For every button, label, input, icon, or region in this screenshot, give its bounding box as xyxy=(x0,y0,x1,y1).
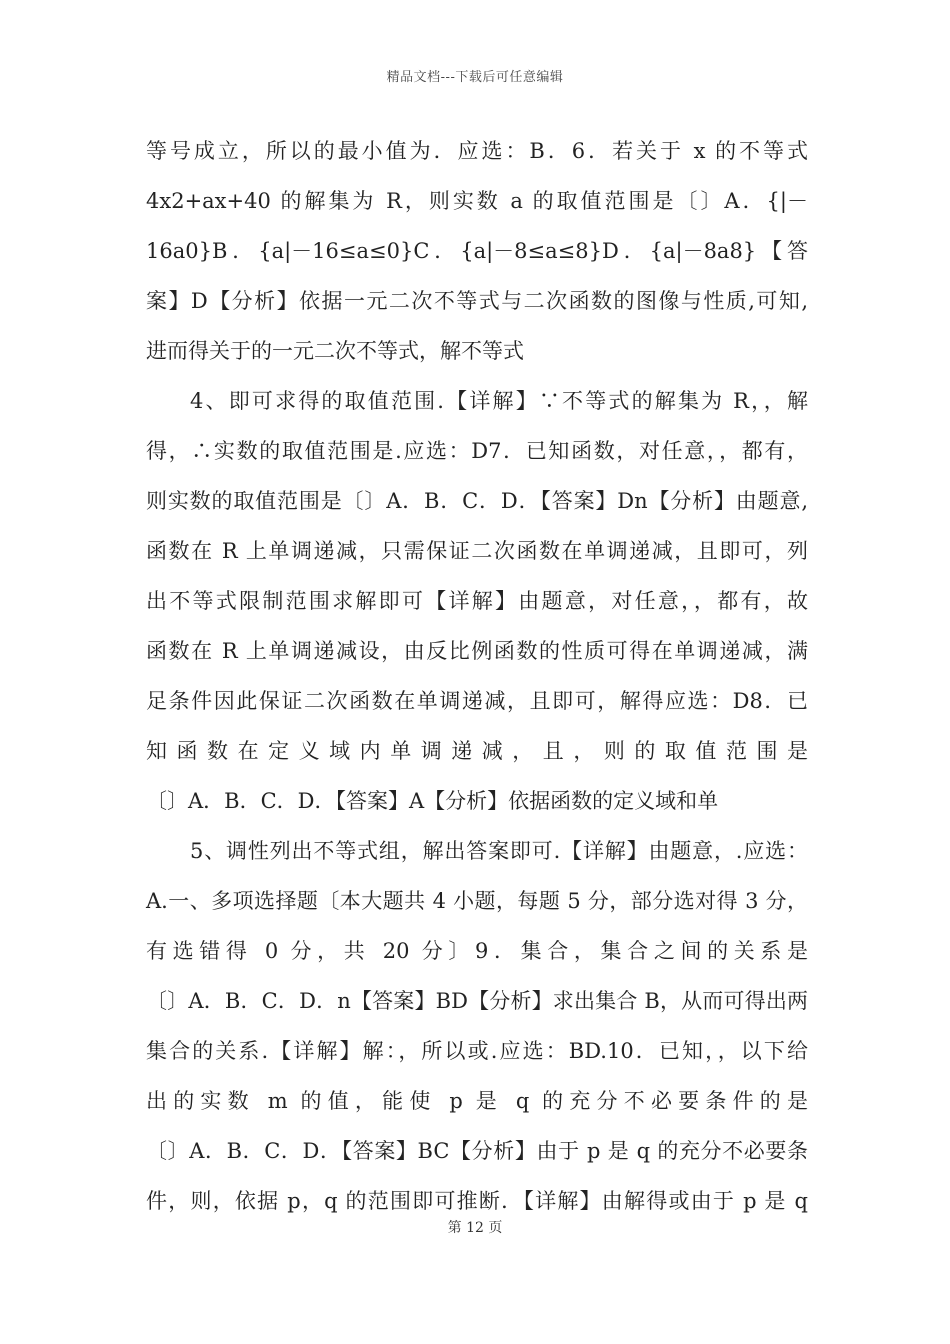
text-line: 〔〕A．B．C．D．n【答案】BD【分析】求出集合 B，从而可得出两 xyxy=(146,989,808,1013)
page-number: 第 12 页 xyxy=(447,1220,503,1236)
text-line: 函数在 R 上单调递减设，由反比例函数的性质可得在单调递减，满 xyxy=(146,639,808,663)
document-body xyxy=(146,128,808,1228)
text-line: 集合的关系.【详解】解：，所以或.应选：BD.10．已知，，以下给 xyxy=(146,1039,808,1063)
text-line: 案】D【分析】依据一元二次不等式与二次函数的图像与性质,可知, xyxy=(146,289,808,313)
text-line: 〔〕A．B．C．D．【答案】A【分析】依据函数的定义域和单 xyxy=(146,789,719,813)
text-line: 16a0}B．{a|－16≤a≤0}C．{a|－8≤a≤8}D．{a|－8a8}【答 xyxy=(146,239,808,263)
text-line: 出的实数 m 的值，能使 p 是 q 的充分不必要条件的是 xyxy=(146,1089,808,1113)
text-line: 有选错得 0 分，共 20 分〕9．集合，集合之间的关系是 xyxy=(146,939,808,963)
text-line: 足条件因此保证二次函数在单调递减，且即可，解得应选：D8．已 xyxy=(146,689,808,713)
text-line: 出不等式限制范围求解即可【详解】由题意，对任意，，都有，故 xyxy=(146,589,808,613)
text-line: 等号成立，所以的最小值为．应选：B．6．若关于 x 的不等式 xyxy=(146,139,808,163)
text-line: 知函数在定义域内单调递减，且，则的取值范围是 xyxy=(146,739,808,763)
page-header: 精品文档---下载后可任意编辑 xyxy=(386,70,564,85)
text-line: 5、调性列出不等式组，解出答案即可.【详解】由题意，.应选： xyxy=(190,839,808,863)
text-line: 4、即可求得的取值范围.【详解】∵不等式的解集为 R，，解 xyxy=(190,389,808,413)
text-line: 则实数的取值范围是〔〕A．B．C．D．【答案】Dn【分析】由题意, xyxy=(146,489,808,513)
text-line: A.一、多项选择题〔本大题共 4 小题，每题 5 分，部分选对得 3 分， xyxy=(146,889,808,913)
text-line: 件，则，依据 p，q 的范围即可推断．【详解】由解得或由于 p 是 q xyxy=(146,1189,808,1213)
text-line: 得，∴实数的取值范围是.应选：D7．已知函数，对任意，，都有， xyxy=(146,439,808,463)
text-line: 〔〕A．B．C．D．【答案】BC【分析】由于 p 是 q 的充分不必要条 xyxy=(146,1139,808,1163)
text-line: 进而得关于的一元二次不等式，解不等式 xyxy=(146,339,524,363)
text-line: 4x2+ax+40 的解集为 R，则实数 a 的取值范围是〔〕A．{|－ xyxy=(146,189,808,213)
text-line: 函数在 R 上单调递减，只需保证二次函数在单调递减，且即可，列 xyxy=(146,539,808,563)
